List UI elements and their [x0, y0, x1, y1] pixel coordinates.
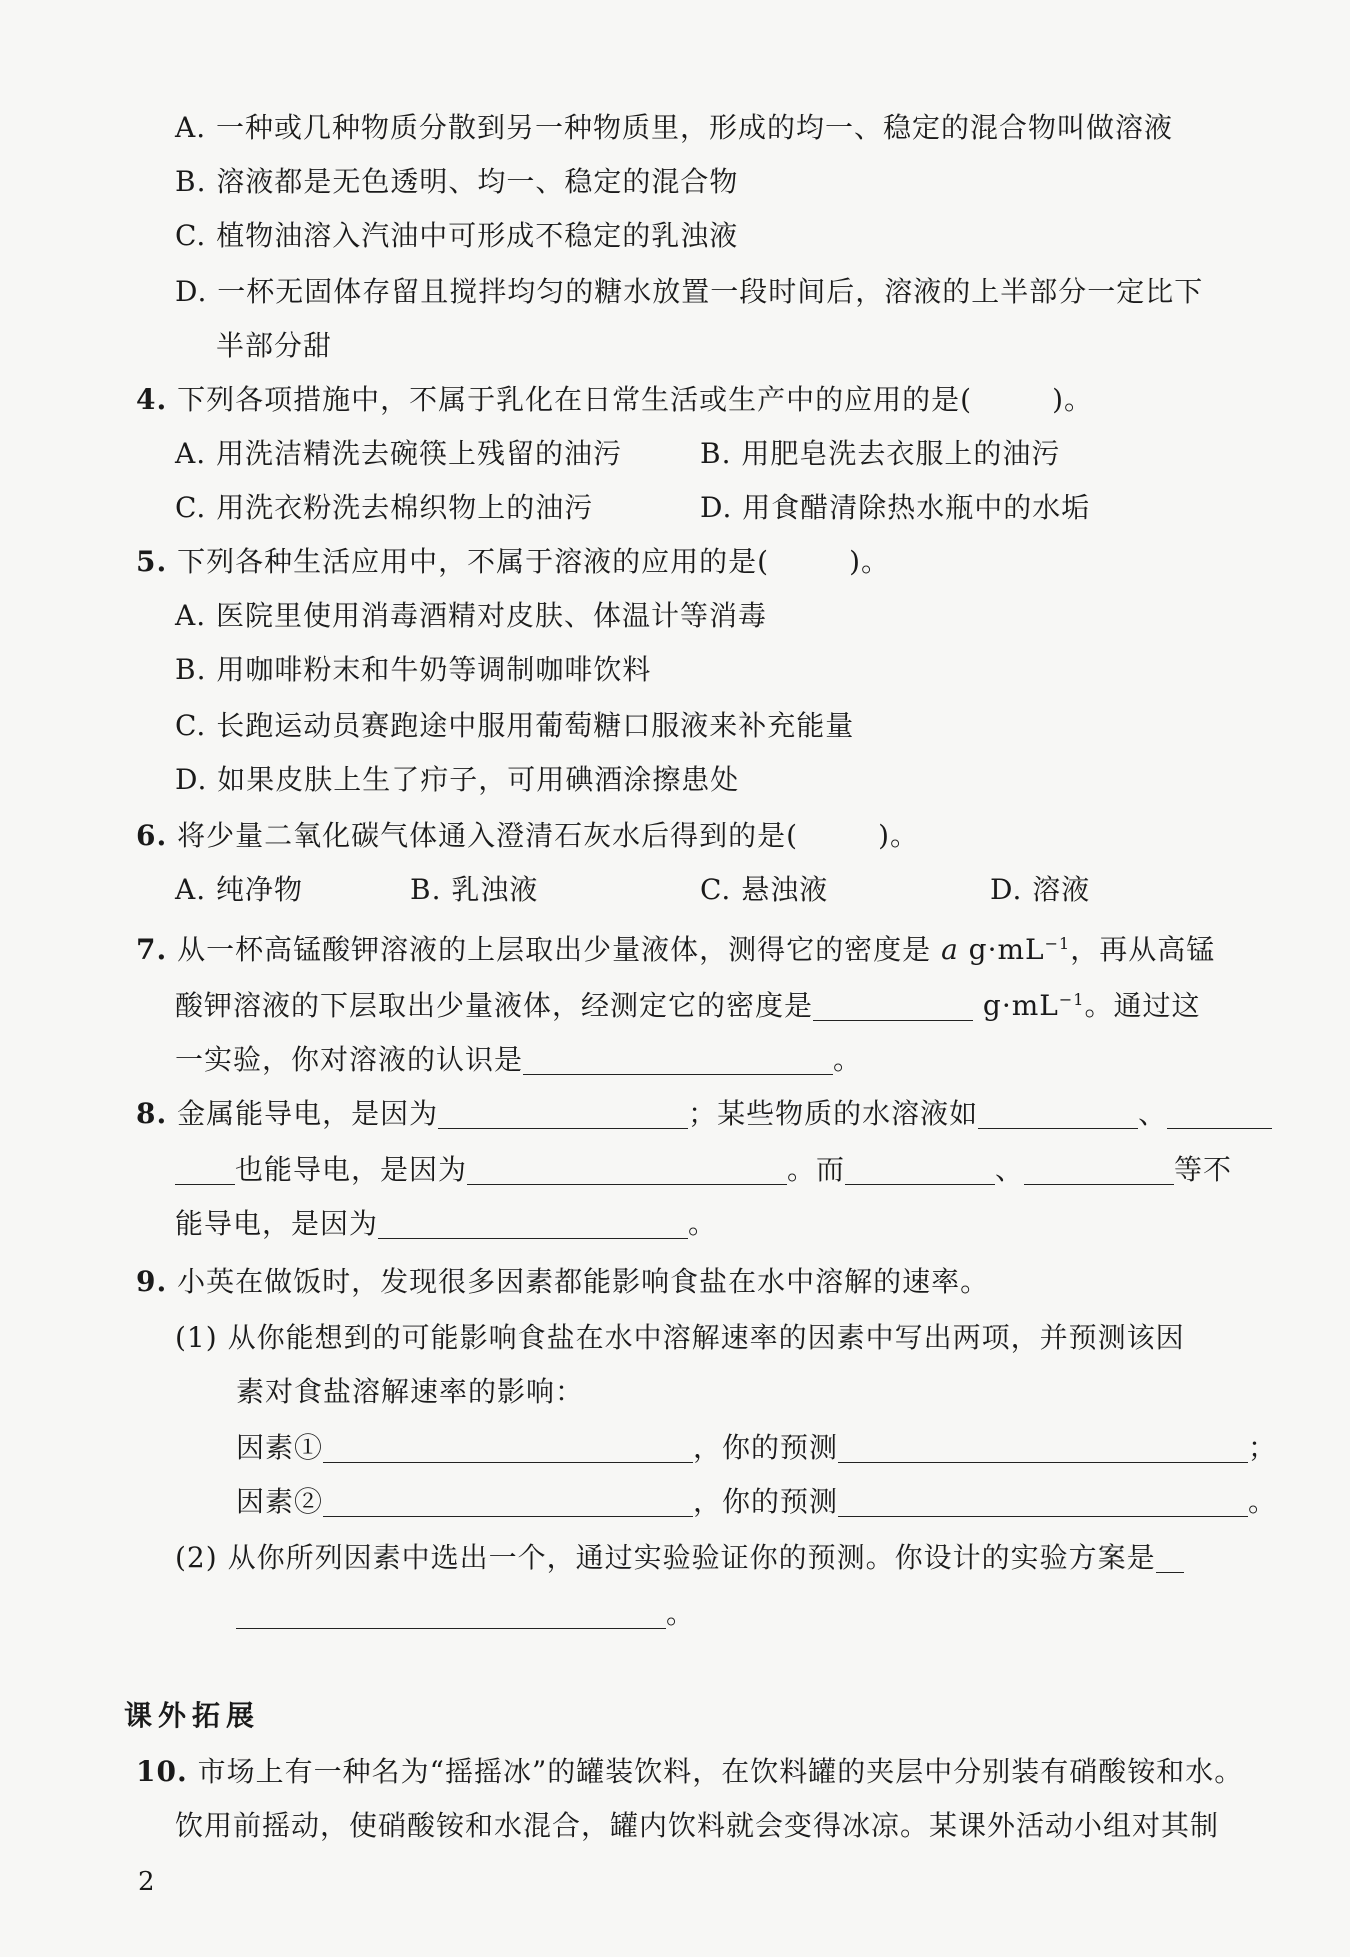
q5-number: 5. — [136, 545, 168, 578]
q9-factor1-line — [236, 1428, 1277, 1468]
q9-part1-text1: 从你能想到的可能影响食盐在水中溶解速率的因素中写出两项，并预测该因 — [227, 1321, 1185, 1354]
q9-part2-text: 从你所列因素中选出一个，通过实验验证你的预测。你设计的实验方案是 — [227, 1541, 1156, 1574]
q9-predict-label-1: ，你的预测 — [693, 1431, 839, 1464]
answer-blank — [378, 1210, 688, 1239]
answer-blank — [438, 1100, 688, 1129]
q8-text-3a: 能导电，是因为 — [175, 1207, 379, 1240]
q7-variable-a: a — [941, 933, 959, 966]
q8-text-2c: 、 — [995, 1153, 1025, 1186]
section-title: 课外拓展 — [124, 1699, 261, 1732]
answer-blank — [523, 1046, 833, 1075]
q8-text-3b: 。 — [688, 1207, 718, 1240]
q5-stem-text: 下列各种生活应用中，不属于溶液的应用的是( — [177, 545, 770, 578]
q10-number: 10. — [136, 1755, 188, 1788]
q4-stem-end: )。 — [1052, 383, 1094, 416]
q6-number: 6. — [136, 819, 168, 852]
q5-stem — [136, 542, 890, 582]
q4-option-d: D. 用食醋清除热水瓶中的水垢 — [700, 491, 1091, 524]
q7-unit-2: g·mL — [982, 989, 1059, 1022]
q7-unit-exp-1: −1 — [1044, 934, 1071, 953]
q8-text-2d: 等不 — [1174, 1153, 1233, 1186]
q5-option-c: C. 长跑运动员赛跑途中服用葡萄糖口服液来补充能量 — [175, 709, 855, 742]
q6-option-b: B. 乳浊液 — [410, 873, 539, 906]
q5-option-a: A. 医院里使用消毒酒精对皮肤、体温计等消毒 — [175, 599, 768, 632]
answer-blank — [838, 1434, 1248, 1463]
q5-option-b: B. 用咖啡粉末和牛奶等调制咖啡饮料 — [175, 653, 652, 686]
page-number: 2 — [138, 1867, 156, 1897]
q7-text-2a: 酸钾溶液的下层取出少量液体，经测定它的密度是 — [175, 989, 814, 1022]
q6-option-d: D. 溶液 — [990, 873, 1091, 906]
q4-option-c: C. 用洗衣粉洗去棉织物上的油污 — [175, 491, 594, 524]
q9-factor1-label: 因素① — [236, 1431, 324, 1464]
answer-blank — [978, 1100, 1138, 1129]
q7-text-1b: ，再从高锰 — [1070, 933, 1216, 966]
q8-text-2a: 也能导电，是因为 — [235, 1153, 468, 1186]
q9-end-2: 。 — [1248, 1485, 1278, 1518]
answer-blank — [1024, 1156, 1174, 1185]
q10-text-1: 市场上有一种名为“摇摇冰”的罐装饮料，在饮料罐的夹层中分别装有硝酸铵和水。 — [197, 1755, 1244, 1788]
q4-stem — [136, 380, 1093, 420]
q9-factor2-line — [236, 1482, 1277, 1522]
q7-unit-1: g·mL — [968, 933, 1045, 966]
q3-option-b: B. 溶液都是无色透明、均一、稳定的混合物 — [175, 165, 739, 198]
q6-stem-text: 将少量二氧化碳气体通入澄清石灰水后得到的是( — [177, 819, 799, 852]
answer-blank — [1167, 1100, 1272, 1129]
q8-text-1a: 金属能导电，是因为 — [177, 1097, 439, 1130]
q7-number: 7. — [136, 933, 168, 966]
answer-blank — [175, 1156, 235, 1185]
q8-line1 — [136, 1094, 1272, 1134]
q8-text-1b: ；某些物质的水溶液如 — [688, 1097, 979, 1130]
q7-line2 — [175, 986, 1201, 1026]
q7-line3 — [175, 1040, 862, 1080]
q9-end-1: ； — [1248, 1431, 1278, 1464]
q9-part2-label: (2) — [175, 1541, 218, 1574]
answer-blank — [236, 1600, 666, 1629]
answer-blank — [838, 1488, 1248, 1517]
q9-number: 9. — [136, 1265, 168, 1298]
q9-stem-text: 小英在做饭时，发现很多因素都能影响食盐在水中溶解的速率。 — [177, 1265, 990, 1298]
q7-text-3b: 。 — [833, 1043, 863, 1076]
q9-part1-line1 — [175, 1318, 1185, 1358]
q7-unit-exp-2: −1 — [1058, 990, 1085, 1009]
answer-blank — [323, 1434, 693, 1463]
q4-number: 4. — [136, 383, 168, 416]
q7-text-1a: 从一杯高锰酸钾溶液的上层取出少量液体，测得它的密度是 — [177, 933, 932, 966]
answer-blank — [1156, 1544, 1184, 1573]
q7-line1 — [136, 930, 1215, 970]
q3-option-d-line1: D. 一杯无固体存留且搅拌均匀的糖水放置一段时间后，溶液的上半部分一定比下 — [175, 275, 1204, 308]
q4-stem-text: 下列各项措施中，不属于乳化在日常生活或生产中的应用的是( — [177, 383, 973, 416]
answer-blank — [813, 992, 973, 1021]
q9-part1-line2: 素对食盐溶解速率的影响： — [236, 1375, 585, 1408]
q8-text-2b: 。而 — [787, 1153, 846, 1186]
q9-part2-line2 — [236, 1594, 695, 1634]
q9-predict-label-2: ，你的预测 — [693, 1485, 839, 1518]
q9-factor2-label: 因素② — [236, 1485, 324, 1518]
q7-text-2b: 。通过这 — [1084, 989, 1201, 1022]
q9-stem — [136, 1262, 989, 1302]
answer-blank — [845, 1156, 995, 1185]
q8-number: 8. — [136, 1097, 168, 1130]
q10-line2: 饮用前摇动，使硝酸铵和水混合，罐内饮料就会变得冰凉。某课外活动小组对其制 — [175, 1809, 1220, 1842]
q9-part2-line1 — [175, 1538, 1184, 1578]
q6-option-a: A. 纯净物 — [175, 873, 304, 906]
q6-option-c: C. 悬浊液 — [700, 873, 829, 906]
q8-text-1c: 、 — [1138, 1097, 1168, 1130]
q4-option-a: A. 用洗洁精洗去碗筷上残留的油污 — [175, 437, 623, 470]
q3-option-c: C. 植物油溶入汽油中可形成不稳定的乳浊液 — [175, 219, 739, 252]
q10-line1 — [136, 1752, 1243, 1792]
q8-line2 — [175, 1150, 1232, 1190]
answer-blank — [467, 1156, 787, 1185]
q3-option-a: A. 一种或几种物质分散到另一种物质里，形成的均一、稳定的混合物叫做溶液 — [175, 111, 1174, 144]
q4-option-b: B. 用肥皂洗去衣服上的油污 — [700, 437, 1061, 470]
q5-option-d: D. 如果皮肤上生了疖子，可用碘酒涂擦患处 — [175, 763, 740, 796]
q8-line3 — [175, 1204, 717, 1244]
q6-stem — [136, 816, 919, 856]
answer-blank — [323, 1488, 693, 1517]
q6-stem-end: )。 — [878, 819, 920, 852]
q5-stem-end: )。 — [849, 545, 891, 578]
q7-text-3a: 一实验，你对溶液的认识是 — [175, 1043, 524, 1076]
q9-part2-end: 。 — [666, 1597, 696, 1630]
q9-part1-label: (1) — [175, 1321, 218, 1354]
q3-option-d-line2: 半部分甜 — [216, 329, 333, 362]
